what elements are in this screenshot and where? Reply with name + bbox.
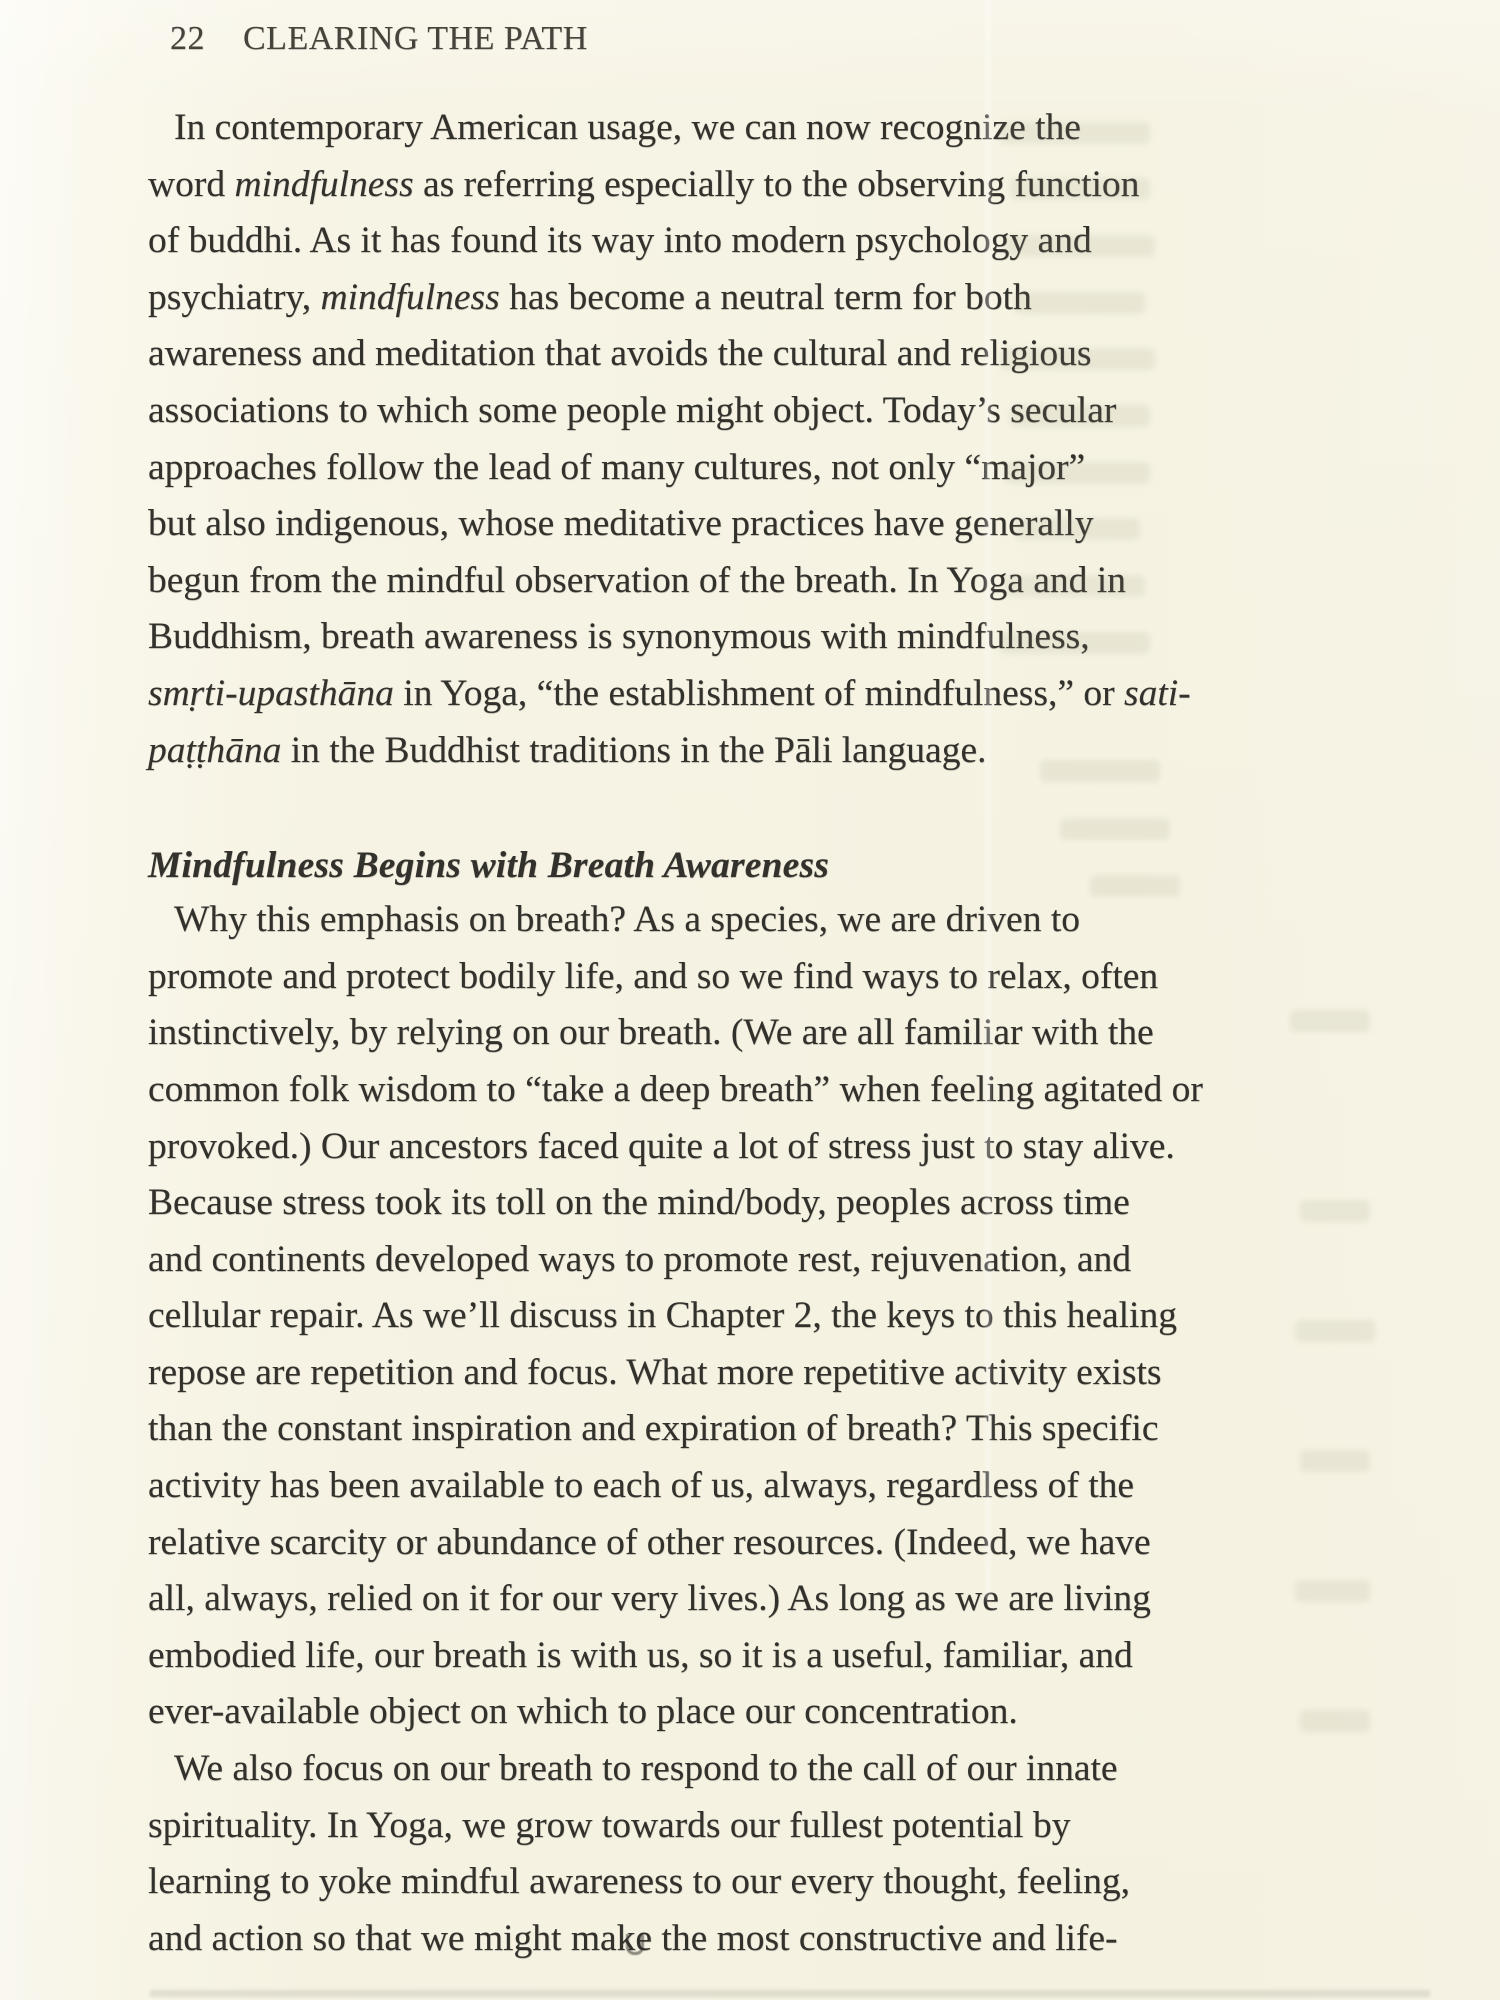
- scan-shadow-band: [150, 1990, 1430, 1997]
- text-line: instinctively, by relying on our breath. (We are all familiar with the: [148, 1012, 1154, 1054]
- bleed-through-artifact: [1295, 1580, 1370, 1602]
- text-line: and continents developed ways to promote rest, rejuvenation, and: [148, 1238, 1132, 1280]
- text-line: spirituality. In Yoga, we grow towards our fullest potential by: [148, 1804, 1071, 1846]
- text-line: embodied life, our breath is with us, so it is a useful, familiar, and: [148, 1634, 1133, 1676]
- bleed-through-artifact: [1015, 292, 1145, 314]
- bleed-through-artifact: [1010, 405, 1150, 427]
- text-line: begun from the mindful observation of the breath. In Yoga and in: [148, 559, 1126, 601]
- text-line: associations to which some people might object. Today’s secular: [148, 389, 1117, 431]
- text-line: approaches follow the lead of many cultures, not only “major”: [148, 446, 1086, 488]
- text-line: learning to yoke mindful awareness to our every thought, feeling,: [148, 1861, 1131, 1903]
- text-line: Because stress took its toll on the mind/body, peoples across time: [148, 1182, 1130, 1224]
- italic-term: mindfulness: [234, 163, 414, 205]
- text-line: but also indigenous, whose meditative practices have generally: [148, 503, 1094, 545]
- bleed-through-artifact: [1060, 818, 1170, 840]
- bleed-through-artifact: [1005, 462, 1150, 484]
- text-line: awareness and meditation that avoids the cultural and religious: [148, 333, 1092, 375]
- text-line: Why this emphasis on breath? As a species, we are driven to: [174, 899, 1080, 941]
- running-title: CLEARING THE PATH: [243, 20, 588, 57]
- bleed-through-artifact: [1300, 1710, 1370, 1732]
- page-number: 22: [170, 20, 205, 57]
- scan-speck-artifact: [626, 1934, 644, 1955]
- bleed-through-artifact: [1010, 178, 1150, 200]
- text-line: repose are repetition and focus. What more repetitive activity exists: [148, 1351, 1162, 1393]
- text-line: In contemporary American usage, we can now recognize the: [174, 107, 1081, 148]
- text-segment: in the Buddhist traditions in the Pāli language.: [281, 729, 987, 771]
- text-line: common folk wisdom to “take a deep breath” when feeling agitated or: [148, 1068, 1203, 1110]
- text-line: relative scarcity or abundance of other resources. (Indeed, we have: [148, 1521, 1151, 1563]
- text-line: all, always, relied on it for our very lives.) As long as we are living: [148, 1578, 1151, 1620]
- text-line: of buddhi. As it has found its way into modern psychology and: [148, 220, 1092, 262]
- text-segment: word: [148, 163, 235, 205]
- text-segment: psychiatry,: [148, 276, 321, 318]
- bleed-through-artifact: [1300, 1200, 1370, 1222]
- bleed-through-artifact: [1000, 632, 1150, 654]
- section-heading: Mindfulness Begins with Breath Awareness: [148, 845, 830, 887]
- bleed-through-artifact: [1290, 1010, 1370, 1032]
- italic-term: sati-: [1123, 672, 1191, 714]
- text-line: Buddhism, breath awareness is synonymous with mindfulness,: [148, 616, 1090, 658]
- paragraph: [148, 892, 1358, 1741]
- bleed-through-artifact: [1000, 348, 1155, 370]
- text-line: [148, 723, 1358, 780]
- text-line: ever-available object on which to place our concentration.: [148, 1691, 1018, 1733]
- text-line: [148, 157, 1358, 214]
- bleed-through-artifact: [1015, 518, 1140, 540]
- scan-gutter-highlight: [985, 0, 991, 1600]
- text-line: [148, 270, 1358, 327]
- italic-term: smṛti-upasthāna: [148, 672, 394, 714]
- bleed-through-artifact: [1090, 875, 1180, 897]
- paragraph: [148, 100, 1358, 779]
- text-line: [148, 666, 1358, 723]
- running-header: [170, 20, 588, 58]
- text-segment: has become a neutral term for both: [499, 276, 1032, 318]
- italic-term: paṭṭhāna: [148, 729, 282, 771]
- bleed-through-artifact: [1005, 235, 1155, 257]
- italic-term: mindfulness: [320, 276, 500, 318]
- text-line: and action so that we might make the most constructive and life-: [148, 1917, 1118, 1959]
- text-line: than the constant inspiration and expiration of breath? This specific: [148, 1408, 1159, 1450]
- paragraph: [148, 1741, 1358, 1967]
- page-body: [148, 100, 1358, 1967]
- bleed-through-artifact: [1000, 122, 1150, 144]
- text-line: cellular repair. As we’ll discuss in Chapter 2, the keys to this healing: [148, 1295, 1177, 1337]
- text-line: We also focus on our breath to respond to the call of our innate: [174, 1748, 1118, 1790]
- bleed-through-artifact: [1295, 1320, 1375, 1342]
- text-line: provoked.) Our ancestors faced quite a lot of stress just to stay alive.: [148, 1125, 1175, 1167]
- text-line: activity has been available to each of us, always, regardless of the: [148, 1465, 1135, 1507]
- text-segment: in Yoga, “the establishment of mindfulness,” or: [393, 672, 1124, 714]
- bleed-through-artifact: [1300, 1450, 1370, 1472]
- bleed-through-artifact: [1005, 575, 1145, 597]
- bleed-through-artifact: [1040, 760, 1160, 782]
- text-segment: as referring especially to the observing function: [413, 163, 1140, 205]
- text-line: promote and protect bodily life, and so we find ways to relax, often: [148, 955, 1159, 997]
